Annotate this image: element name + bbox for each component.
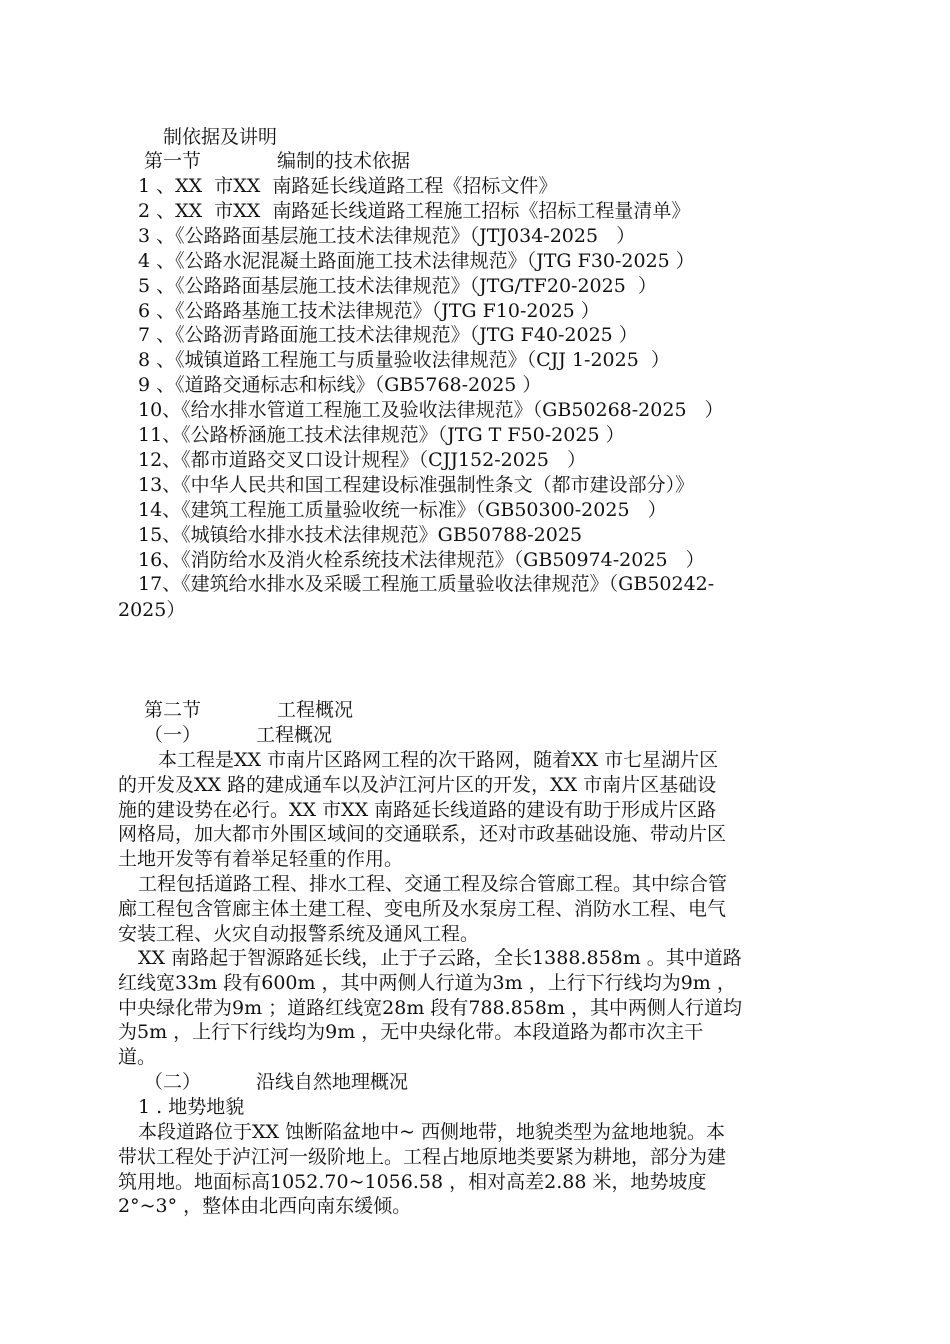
reference-item: 15、《城镇给水排水技术法律规范》GB50788-2025 (138, 523, 583, 546)
paragraph-line: 为5m ，上行下行线均为9m ，无中央绿化带。本段道路为都市次主干 (118, 1021, 704, 1044)
reference-item: 5 、《公路路面基层施工技术法律规范》（JTG/TF20-2025 ） (138, 274, 657, 297)
section-2-number: 第二节 (144, 699, 202, 721)
paragraph-line: 筑用地。地面标高1052.70~1056.58 ，相对高差2.88 米，地势坡度 (118, 1170, 707, 1193)
reference-item-17-continuation: 2025） (118, 599, 186, 621)
reference-item: 16、《消防给水及消火栓系统技术法律规范》（GB50974-2025 ） (138, 548, 705, 571)
subsection-1-number: （一） (144, 724, 202, 746)
subsection-2-number: （二） (144, 1071, 202, 1093)
reference-item: 11、《公路桥涵施工技术法律规范》（JTG T F50-2025 ） (138, 424, 625, 446)
reference-item: 12、《都市道路交叉口设计规程》（CJJ152-2025 ） (138, 448, 587, 471)
paragraph-line: 道。 (118, 1046, 157, 1069)
reference-item: 14、《建筑工程施工质量验收统一标准》（GB50300-2025 ） (138, 498, 667, 521)
reference-item: 10、《给水排水管道工程施工及验收法律规范》（GB50268-2025 ） (138, 399, 724, 422)
reference-item: 2 、XX 市XX 南路延长线道路工程施工招标《招标工程量清单》 (138, 199, 691, 222)
section-1-number: 第一节 (144, 150, 202, 172)
paragraph-line: 廊工程包含管廊主体土建工程、变电所及水泵房工程、消防水工程、电气 (118, 897, 727, 920)
reference-item: 1 、XX 市XX 南路延长线道路工程《招标文件》 (138, 175, 558, 197)
overview-paragraph-1 (118, 748, 832, 872)
reference-item: 3 、《公路路面基层施工技术法律规范》（JTJ034-2025 ） (138, 224, 636, 247)
section-2-title: 工程概况 (277, 699, 354, 721)
terrain-paragraph (118, 1120, 832, 1219)
paragraph-line: 本段道路位于XX 蚀断陷盆地中~ 西侧地带，地貌类型为盆地地貌。本 (138, 1121, 726, 1143)
overview-paragraph-3 (118, 946, 832, 1070)
reference-item: 6 、《公路路基施工技术法律规范》（JTG F10-2025 ） (138, 299, 600, 322)
paragraph-line: 红线宽33m 段有600m ，其中两侧人行道为3m ，上行下行线均为9m ， (118, 971, 736, 994)
section-1-title: 编制的技术依据 (277, 150, 411, 172)
section-heading: 制依据及讲明 (163, 126, 278, 148)
paragraph-line: 2°~3° ，整体由北西向南东缓倾。 (118, 1195, 412, 1218)
terrain-heading: 1 . 地势地貌 (138, 1096, 245, 1118)
reference-item: 9 、《道路交通标志和标线》（GB5768-2025 ） (138, 374, 542, 397)
paragraph-line: 土地开发等有着举足轻重的作用。 (118, 848, 404, 871)
paragraph-line: 带状工程处于泸江河一级阶地上。工程占地原地类要紧为耕地，部分为建 (118, 1145, 727, 1168)
paragraph-line: 中央绿化带为9m ；道路红线宽28m 段有788.858m ，其中两侧人行道均 (118, 996, 743, 1019)
reference-item: 17、《建筑给水排水及采暖工程施工质量验收法律规范》（GB50242- (138, 573, 715, 596)
paragraph-line: 本工程是XX 市南片区路网工程的次干路网，随着XX 市七星湖片区 (158, 749, 719, 771)
paragraph-line: 安装工程、火灾自动报警系统及通风工程。 (118, 922, 480, 945)
reference-item: 4 、《公路水泥混凝土路面施工技术法律规范》（JTG F30-2025 ） (138, 249, 695, 272)
paragraph-line: 工程包括道路工程、排水工程、交通工程及综合管廊工程。其中综合管 (138, 873, 728, 895)
overview-paragraph-2 (118, 872, 832, 946)
reference-item: 8 、《城镇道路工程施工与质量验收法律规范》（CJJ 1-2025 ） (138, 349, 670, 372)
paragraph-line: XX 南路起于智源路延长线，止于子云路，全长1388.858m 。其中道路 (138, 947, 742, 969)
reference-item: 13、《中华人民共和国工程建设标准强制性条文（都市建设部分）》 (138, 473, 695, 496)
paragraph-line: 网格局，加大都市外围区域间的交通联系，还对市政基础设施、带动片区 (118, 823, 727, 846)
reference-item: 7 、《公路沥青路面施工技术法律规范》（JTG F40-2025 ） (138, 324, 638, 347)
subsection-2-title: 沿线自然地理概况 (256, 1071, 409, 1093)
paragraph-line: 施的建设势在必行。XX 市XX 南路延长线道路的建设有助于形成片区路 (118, 798, 717, 821)
subsection-1-title: 工程概况 (256, 724, 333, 746)
paragraph-line: 的开发及XX 路的建成通车以及泸江河片区的开发，XX 市南片区基础设 (118, 773, 717, 796)
